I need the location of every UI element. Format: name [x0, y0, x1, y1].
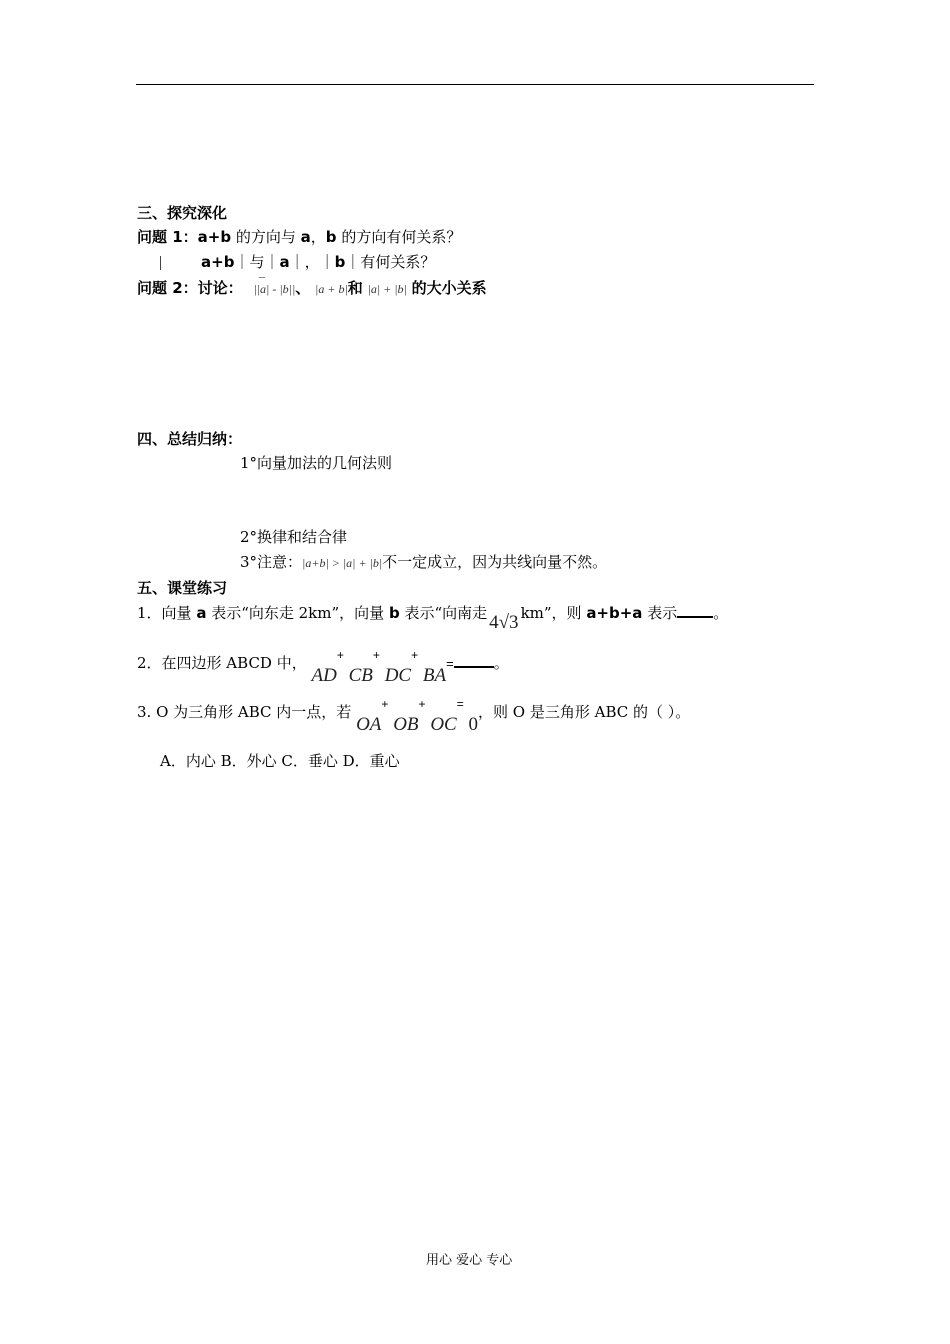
summary-item-2: 2°换律和结合律 — [240, 528, 348, 546]
summary-item-3 — [240, 551, 607, 572]
section5-heading: 五、课堂练习 — [137, 579, 228, 597]
question1-a-plus-b: a+b — [197, 228, 232, 246]
ex1-text1: 表示“向东走 2km”，向量 — [206, 604, 389, 622]
item3-tail: 不一定成立，因为共线向量不然。 — [382, 553, 608, 571]
question2 — [137, 269, 487, 298]
ex2-term-CB: CB — [348, 665, 373, 686]
separator: 、 — [295, 279, 311, 297]
ex1-vec-b: b — [388, 604, 400, 622]
ex3-plus-2: + — [418, 697, 426, 711]
question1-label: 问题 1： — [137, 228, 198, 246]
ex1-end: 。 — [713, 604, 729, 622]
ex3-term-OC: OC — [430, 714, 457, 735]
line2-tail: ｜有何关系？ — [345, 253, 436, 271]
header-rule — [136, 84, 814, 85]
page-footer: 用心 爱心 专心 — [426, 1253, 513, 1268]
question1 — [137, 226, 461, 247]
question1-tail: 的方向有何关系？ — [336, 228, 462, 246]
exercise-2 — [137, 648, 509, 686]
ex1-text4: 表示 — [642, 604, 678, 622]
overbar-mark: – — [259, 269, 265, 283]
item3-expression: |a+b| > |a| + |b| — [302, 556, 383, 570]
ex3-zero-vector: 0 — [468, 714, 479, 735]
exercise-3 — [137, 697, 691, 735]
expr-abs-diff: ||a| - |b|| — [253, 282, 296, 296]
question2-label: 问题 2：讨论： — [137, 279, 243, 297]
ex2-plus-1: + — [336, 648, 344, 662]
question1-line2 — [158, 251, 435, 272]
line2-vec-a: a — [279, 253, 290, 271]
ex1-four-root-three: 4√3 — [489, 612, 519, 633]
item3-prefix: 3°注意： — [240, 553, 303, 571]
question1-vec-a: a — [300, 228, 311, 246]
ex3-options: A．内心 B．外心 C．垂心 D．重心 — [160, 752, 400, 770]
ex2-prefix: 2．在四边形 ABCD 中， — [137, 654, 307, 672]
question2-tail: 的大小关系 — [411, 279, 487, 297]
ex3-prefix: 3. O 为三角形 ABC 内一点，若 — [137, 703, 352, 721]
ex2-plus-2: + — [372, 648, 380, 662]
ex3-tail: ，则 O 是三角形 ABC 的（ ）。 — [478, 703, 691, 721]
abs-bar — [160, 256, 161, 270]
ex1-expression: a+b+a — [586, 604, 643, 622]
ex2-end: 。 — [493, 654, 509, 672]
line2-text2: ｜，｜ — [289, 253, 335, 271]
ex2-equals: = — [446, 656, 454, 671]
section3-heading: 三、探究深化 — [137, 204, 228, 222]
line2-a-plus-b: a+b — [201, 253, 235, 271]
summary-item-1: 1°向量加法的几何法则 — [240, 454, 393, 472]
section4-heading: 四、总结归纳： — [137, 430, 243, 448]
exercise-1 — [137, 602, 729, 633]
ex1-text2: 表示“向南走 — [399, 604, 488, 622]
line2-vec-b: b — [334, 253, 346, 271]
ex1-answer-blank[interactable] — [677, 602, 713, 618]
ex2-term-BA: BA — [422, 665, 447, 686]
ex2-answer-blank[interactable] — [454, 652, 494, 668]
ex2-term-AD: AD — [311, 665, 337, 686]
question1-vec-b: b — [325, 228, 337, 246]
ex3-term-OB: OB — [393, 714, 419, 735]
ex3-plus-1: + — [381, 697, 389, 711]
ex3-equals: = — [456, 697, 464, 711]
ex1-vec-a: a — [196, 604, 207, 622]
ex2-term-DC: DC — [384, 665, 412, 686]
expr-sum-abs: |a| + |b| — [367, 282, 407, 296]
ex1-text3: km”，则 — [520, 604, 587, 622]
ex2-plus-3: + — [411, 648, 419, 662]
and-word: 和 — [347, 279, 363, 297]
ex3-term-OA: OA — [356, 714, 382, 735]
line2-text1: ｜与｜ — [234, 253, 280, 271]
ex1-num: 1．向量 — [137, 604, 197, 622]
question1-text: 的方向与 — [231, 228, 301, 246]
expr-abs-sum: |a + b| — [315, 282, 348, 296]
question1-comma: ， — [310, 228, 326, 246]
